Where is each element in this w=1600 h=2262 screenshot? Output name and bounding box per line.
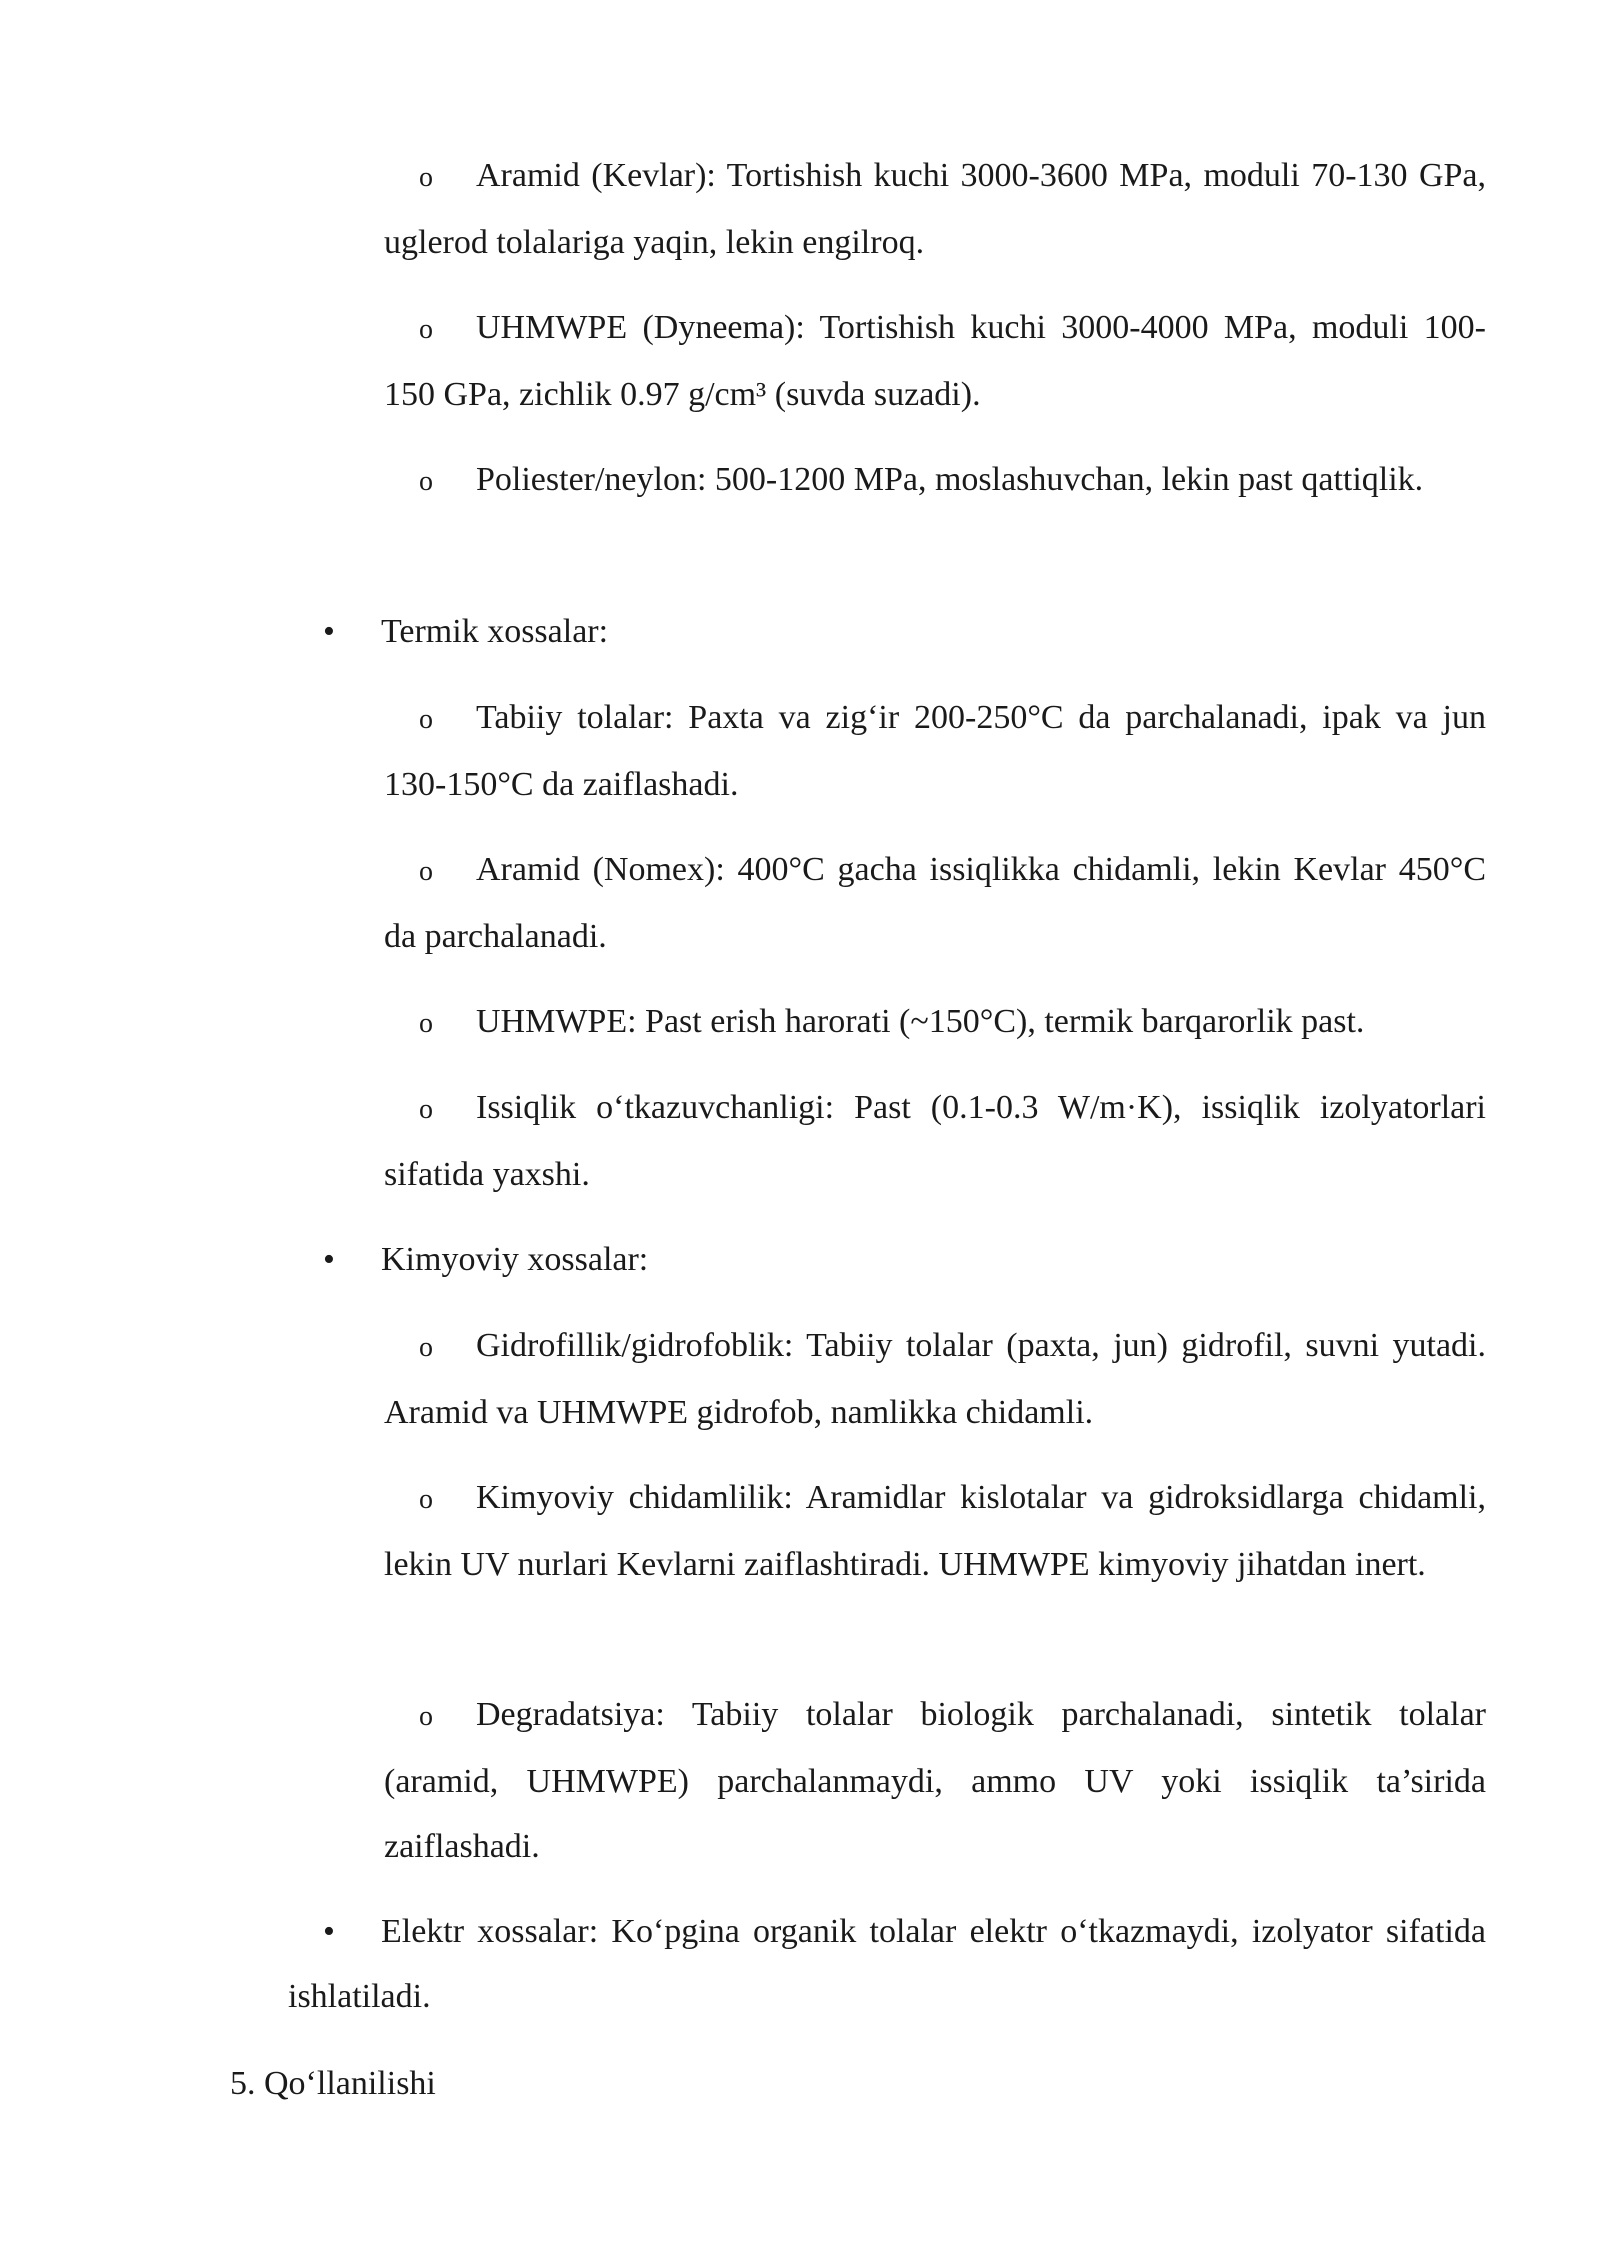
list-item-kimyoviy-chidamlilik (384, 1465, 1486, 1597)
list-item-text: UHMWPE (Dyneema): Tortishish kuchi 3000-4000 MPa, moduli 100-150 GPa, zichlik 0.97 g/cm³ (suvda suzadi). (384, 309, 1486, 413)
list-item-aramid-kevlar (384, 143, 1486, 275)
list-item-text: Issiqlik o‘tkazuvchanligi: Past (0.1-0.3 W/m·K), issiqlik izolyatorlari sifatida yaxshi. (384, 1089, 1486, 1193)
list-item-tabiiy-tolalar-termik (384, 685, 1486, 817)
list-item-termik-xossalar (288, 599, 1486, 664)
sub-bullet-marker: o (419, 1701, 433, 1732)
list-item-text: Tabiiy tolalar: Paxta va zig‘ir 200-250°C da parchalanadi, ipak va jun 130-150°C da zaiflashadi. (384, 699, 1486, 803)
sub-bullet-marker: o (419, 1484, 433, 1515)
list-item-kimyoviy-xossalar (288, 1227, 1486, 1292)
list-item-uhmwpe-erish (384, 989, 1486, 1056)
list-item-text: Elektr xossalar: Ko‘pgina organik tolalar elektr o‘tkazmaydi, izolyator sifatida ishlatiladi. (288, 1913, 1486, 2015)
sub-bullet-marker: o (419, 1008, 433, 1039)
sub-bullet-marker: o (419, 704, 433, 735)
bullet-marker: • (323, 613, 335, 650)
list-item-poliester-neylon (384, 447, 1486, 514)
list-item-text: Kimyoviy chidamlilik: Aramidlar kislotalar va gidroksidlarga chidamli, lekin UV nurlari Kevlarni zaiflashtiradi. UHMWPE kimyoviy jihatdan inert. (384, 1479, 1486, 1583)
list-item-text: Poliester/neylon: 500-1200 MPa, moslashuvchan, lekin past qattiqlik. (476, 461, 1424, 498)
sub-bullet-marker: o (419, 466, 433, 497)
list-item-gidrofillik (384, 1313, 1486, 1445)
sub-bullet-marker: o (419, 1094, 433, 1125)
list-item-text: Degradatsiya: Tabiiy tolalar biologik parchalanadi, sintetik tolalar (aramid, UHMWPE) parchalanmaydi, ammo UV yoki issiqlik ta’sirida zaiflashadi. (384, 1696, 1486, 1865)
sub-bullet-marker: o (419, 856, 433, 887)
list-item-text: UHMWPE: Past erish harorati (~150°C), termik barqarorlik past. (476, 1003, 1365, 1040)
sub-bullet-marker: o (419, 314, 433, 345)
list-item-uhmwpe-dyneema (384, 295, 1486, 427)
list-item-text: Gidrofillik/gidrofoblik: Tabiiy tolalar (paxta, jun) gidrofil, suvni yutadi. Aramid va UHMWPE gidrofob, namlikka chidamli. (384, 1327, 1486, 1431)
list-item-text: Aramid (Kevlar): Tortishish kuchi 3000-3600 MPa, moduli 70-130 GPa, uglerod tolalariga yaqin, lekin engilroq. (384, 157, 1486, 261)
bullet-marker: • (323, 1241, 335, 1278)
sub-bullet-marker: o (419, 1332, 433, 1363)
bullet-marker: • (323, 1913, 335, 1950)
list-item-aramid-nomex (384, 837, 1486, 969)
list-item-degradatsiya (384, 1682, 1486, 1879)
list-item-elektr-xossalar (288, 1899, 1486, 2029)
sub-bullet-marker: o (419, 162, 433, 193)
section-heading: 5. Qo‘llanilishi (230, 2065, 436, 2102)
list-item-issiqlik-otkazuvchanligi (384, 1075, 1486, 1207)
list-item-text: Aramid (Nomex): 400°C gacha issiqlikka chidamli, lekin Kevlar 450°C da parchalanadi. (384, 851, 1486, 955)
list-item-text: Kimyoviy xossalar: (381, 1241, 649, 1278)
list-item-text: Termik xossalar: (381, 613, 609, 650)
